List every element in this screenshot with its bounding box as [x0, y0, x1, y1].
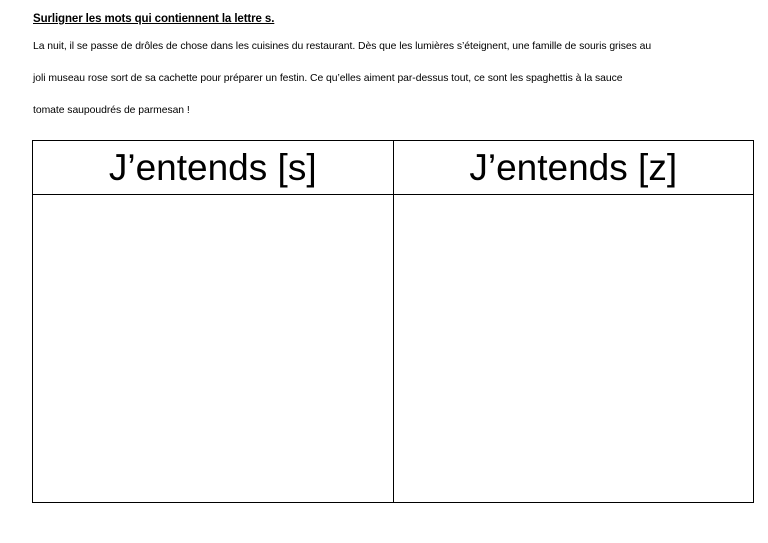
table-row: [33, 195, 754, 503]
story-paragraph: [33, 36, 738, 132]
sorting-table: [32, 140, 754, 503]
sound-sorting-table: [32, 140, 754, 503]
table-header-row: [33, 141, 754, 195]
header-s-sound: J’entends [s]: [33, 141, 394, 195]
paragraph-line-2: joli museau rose sort de sa cachette pour préparer un festin. Ce qu’elles aiment par-dessus tout, ce sont les spaghettis à la sauce: [33, 73, 623, 84]
cell-z-sound-answers[interactable]: [393, 195, 754, 503]
paragraph-line-1: La nuit, il se passe de drôles de chose dans les cuisines du restaurant. Dès que les lumières s’éteignent, une famille de souris grises au: [33, 41, 652, 52]
cell-s-sound-answers[interactable]: [33, 195, 394, 503]
paragraph-line-3: tomate saupoudrés de parmesan !: [33, 105, 190, 116]
instruction-title: Surligner les mots qui contiennent la lettre s.: [33, 13, 275, 25]
header-z-sound: J’entends [z]: [393, 141, 754, 195]
